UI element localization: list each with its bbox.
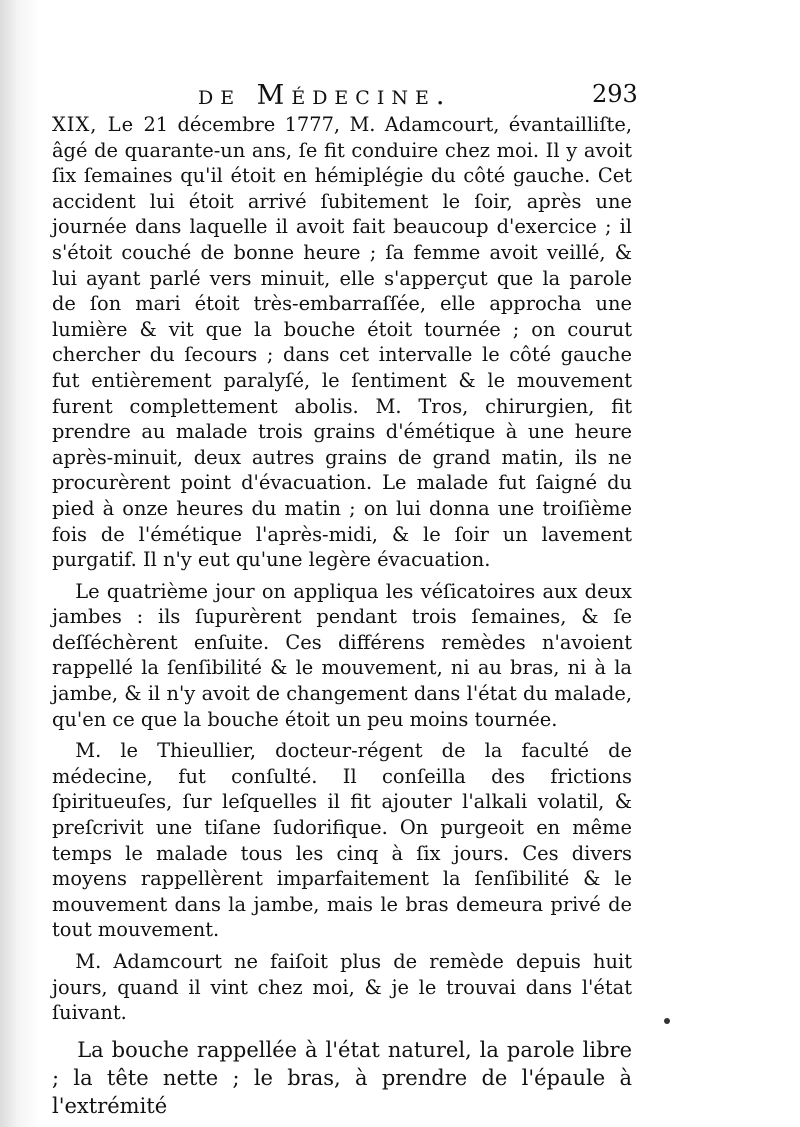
paragraph-text: M. Adamcourt ne faiſoit plus de remède depuis huit jours, quand il vint chez moi, & je le trouvai dans l'état ſuivant. bbox=[52, 950, 632, 1025]
paragraph-2 bbox=[52, 579, 632, 733]
paragraph-text: 21 décembre 1777, M. Adamcourt, évantailliſte, âgé de quarante-un ans, ſe fit conduire chez moi. Il y avoit ſix ſemaines qu'il étoit en hémiplégie du côté gauche. Cet accident lui étoit arrivé ſubitement le ſoir, après une journée dans laquelle il avoit fait beaucoup d'exercice ; il s'étoit couché de bonne heure ; ſa femme avoit veillé, & lui ayant parlé vers minuit, elle s'apperçut que la parole de ſon mari étoit très-embarraſſée, elle approcha une lumière & vit que la bouche étoit tournée ; on courut chercher du ſecours ; dans cet intervalle le côté gauche fut entièrement paralyſé, le ſentiment & le mouvement furent complettement abolis. M. Tros, chirurgien, fit prendre au malade trois grains d'émétique à une heure après-minuit, deux autres grains de grand matin, ils ne procurèrent point d'évacuation. Le malade fut ſaigné du pied à onze heures du matin ; on lui donna une troiſième fois de l'émétique l'après-midi, & le ſoir un lavement purgatif. Il n'y eut qu'une legère évacuation. bbox=[52, 113, 632, 572]
body-text bbox=[52, 112, 632, 1126]
running-title: de Médecine. bbox=[198, 80, 452, 111]
page-number: 293 bbox=[592, 80, 638, 108]
entry-lead: XIX, Le bbox=[52, 113, 135, 136]
paragraph-1 bbox=[52, 112, 632, 573]
paragraph-text: M. le Thieullier, docteur-régent de la faculté de médecine, fut conſulté. Il conſeilla des frictions ſpiritueuſes, ſur leſquelles il fit ajouter l'alkali volatil, & preſcrivit une tiſane ſudorifique. On purgeoit en même temps le malade tous les cinq à ſix jours. Ces divers moyens rappellèrent imparfaitement la ſenſibilité & le mouvement dans la jambe, mais le bras demeura privé de tout mouvement. bbox=[52, 739, 632, 942]
ink-spot bbox=[664, 1018, 670, 1024]
paragraph-4 bbox=[52, 949, 632, 1026]
paragraph-5 bbox=[52, 1036, 632, 1120]
paragraph-3 bbox=[52, 738, 632, 943]
paragraph-text: La bouche rappellée à l'état naturel, la parole libre ; la tête nette ; le bras, à prendre de l'épaule à l'extrémité bbox=[52, 1037, 632, 1118]
paragraph-text: Le quatrième jour on appliqua les véſicatoires aux deux jambes : ils ſupurèrent pendant trois ſemaines, & ſe deſſéchèrent enſuite. Ces différens remèdes n'avoient rappellé la ſenſibilité & le mouvement, ni au bras, ni à la jambe, & il n'y avoit de changement dans l'état du malade, qu'en ce que la bouche étoit un peu moins tournée. bbox=[52, 579, 632, 731]
page-header bbox=[0, 76, 800, 116]
